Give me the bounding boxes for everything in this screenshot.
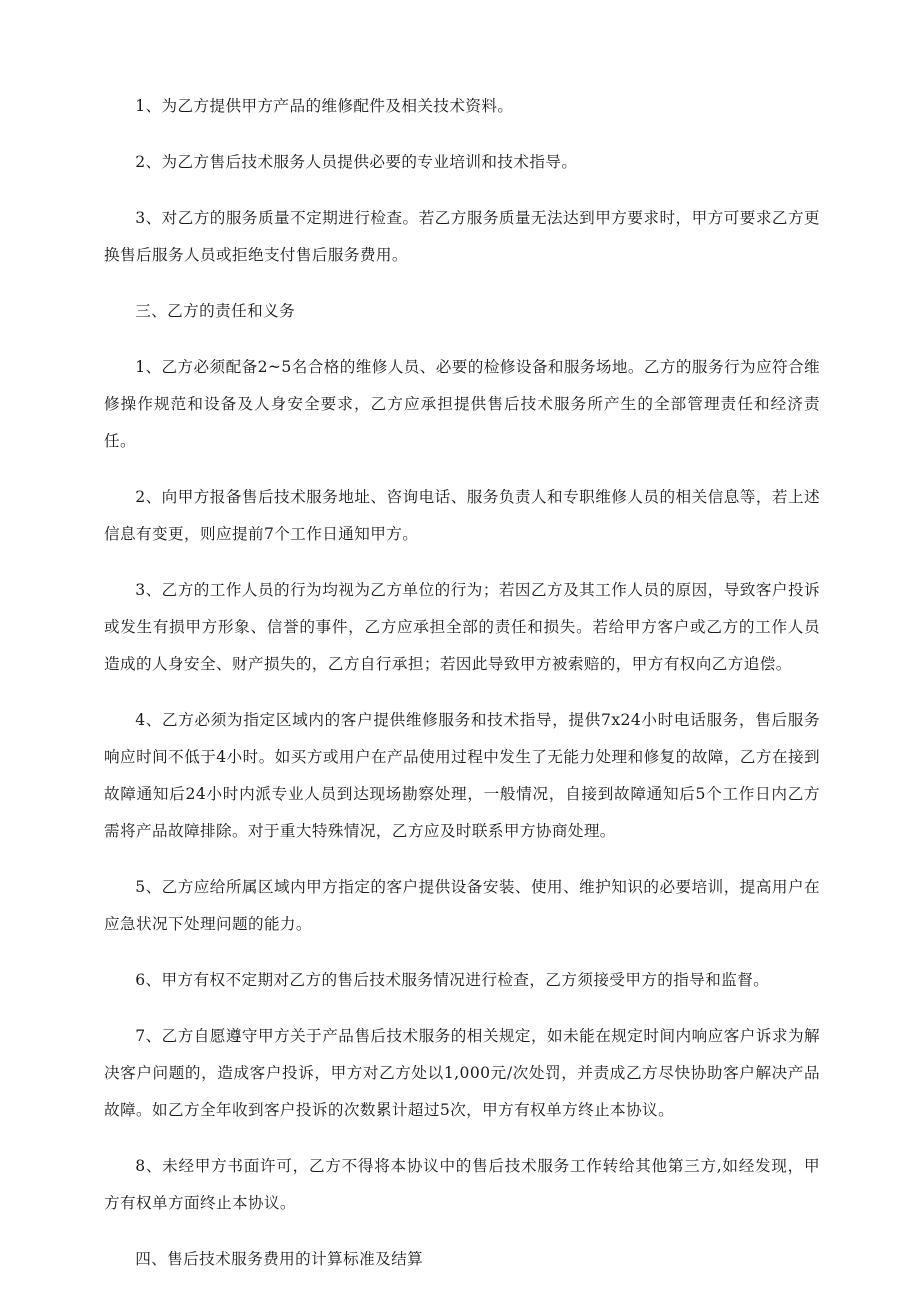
paragraph-party-b-4: 4、乙方必须为指定区域内的客户提供维修服务和技术指导，提供7x24小时电话服务，售后服务响应时间不低于4小时。如买方或用户在产品使用过程中发生了无能力处理和修复的故障，乙方在接到故障通知后24小时内派专业人员到达现场勘察处理，一般情况，自接到故障通知后5个工作日内乙方需将产品故障排除。对于重大特殊情况，乙方应及时联系甲方协商处理。 bbox=[104, 711, 820, 840]
paragraph-party-b-2: 2、向甲方报备售后技术服务地址、咨询电话、服务负责人和专职维修人员的相关信息等，若上述信息有变更，则应提前7个工作日通知甲方。 bbox=[104, 488, 820, 543]
section-heading-service-fees: 四、售后技术服务费用的计算标准及结算 bbox=[135, 1250, 424, 1268]
paragraph-party-b-5: 5、乙方应给所属区域内甲方指定的客户提供设备安装、使用、维护知识的必要培训，提高用户在应急状况下处理问题的能力。 bbox=[104, 878, 820, 933]
paragraph-party-b-7: 7、乙方自愿遵守甲方关于产品售后技术服务的相关规定，如未能在规定时间内响应客户诉求为解决客户问题的，造成客户投诉，甲方对乙方处以1,000元/次处罚，并责成乙方尽快协助客户解决产品故障。如乙方全年收到客户投诉的次数累计超过5次，甲方有权单方终止本协议。 bbox=[104, 1027, 820, 1119]
paragraph-party-b-8: 8、未经甲方书面许可，乙方不得将本协议中的售后技术服务工作转给其他第三方,如经发现，甲方有权单方面终止本协议。 bbox=[104, 1157, 820, 1212]
document-body bbox=[104, 88, 820, 1297]
paragraph-party-b-3: 3、乙方的工作人员的行为均视为乙方单位的行为；若因乙方及其工作人员的原因，导致客户投诉或发生有损甲方形象、信誉的事件，乙方应承担全部的责任和损失。若给甲方客户或乙方的工作人员造成的人身安全、财产损失的，乙方自行承担；若因此导致甲方被索赔的，甲方有权向乙方追偿。 bbox=[104, 581, 820, 673]
paragraph-obligation-1: 1、为乙方提供甲方产品的维修配件及相关技术资料。 bbox=[135, 97, 514, 115]
paragraph-party-b-6: 6、甲方有权不定期对乙方的售后技术服务情况进行检查，乙方须接受甲方的指导和监督。 bbox=[135, 971, 770, 989]
paragraph-party-b-1: 1、乙方必须配备2~5名合格的维修人员、必要的检修设备和服务场地。乙方的服务行为应符合维修操作规范和设备及人身安全要求，乙方应承担提供售后技术服务所产生的全部管理责任和经济责任。 bbox=[104, 358, 820, 450]
paragraph-obligation-2: 2、为乙方售后技术服务人员提供必要的专业培训和技术指导。 bbox=[135, 153, 578, 171]
section-heading-party-b-duties: 三、乙方的责任和义务 bbox=[135, 302, 296, 320]
paragraph-obligation-3: 3、对乙方的服务质量不定期进行检查。若乙方服务质量无法达到甲方要求时，甲方可要求乙方更换售后服务人员或拒绝支付售后服务费用。 bbox=[104, 209, 820, 264]
